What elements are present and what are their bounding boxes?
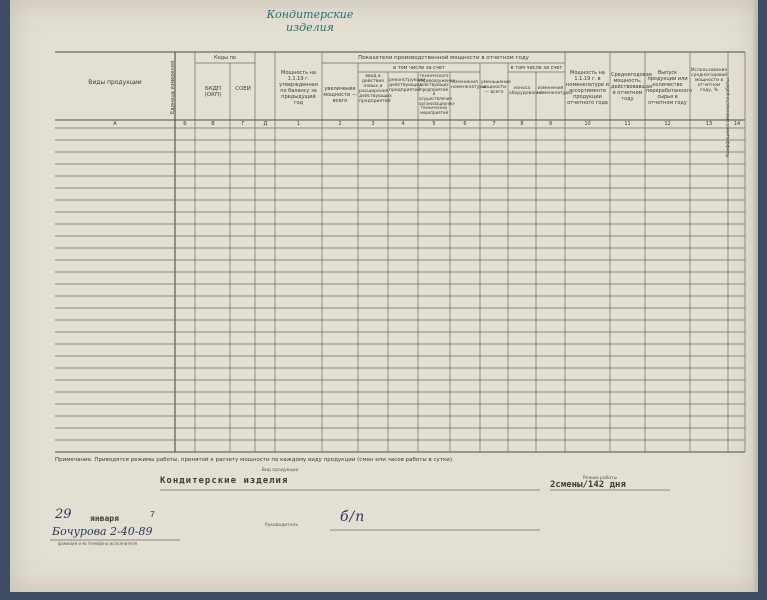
header-unit: Единица измерения xyxy=(170,61,176,115)
header-c1: Мощность на 1.1.19 г. утвержденная по балансу за предыдущий год xyxy=(279,70,318,106)
col-number-13: 13 xyxy=(705,121,713,127)
header-products: Виды продукции xyxy=(88,79,142,86)
header-c5: технического перевооружения действующих предприятий и осуществления организационно-технических мероприятий xyxy=(419,73,456,115)
manager-signature: б/п xyxy=(340,509,366,525)
col-number-g: Г xyxy=(241,121,245,127)
header-soeu: СОЕИ xyxy=(235,86,251,92)
col-number-10: 10 xyxy=(584,121,591,127)
header-in-incl: в том числе за счет xyxy=(393,65,445,71)
col-number-d: Д xyxy=(263,121,268,127)
header-indicators: Показатели производственной мощности в отчетном году xyxy=(358,55,529,61)
page-edge xyxy=(752,0,758,592)
header-c8: износа оборудования xyxy=(509,86,543,96)
header-c14: Коэффициент сменности работы xyxy=(726,78,731,158)
col-number-7: 7 xyxy=(492,121,496,127)
header-c11: Среднегодовая мощность, действовавшая в отчетном году xyxy=(611,72,653,102)
header-c6: изменения номенклатуры xyxy=(451,80,486,90)
manager-label: Руководитель xyxy=(265,523,299,528)
col-number-14: 14 xyxy=(733,121,741,127)
col-number-5: 5 xyxy=(432,121,436,127)
header-c7: уменьшение мощности — всего xyxy=(481,80,511,95)
header-in-incl2: в том числе за счет xyxy=(510,65,563,71)
col-number-9: 9 xyxy=(548,121,553,127)
col-number-v: В xyxy=(211,121,215,127)
header-c13: Использование среднегодовой мощности в отчетном году, % xyxy=(691,68,728,93)
handwritten-title: Кондитерские изделия xyxy=(266,8,354,34)
header-c2: увеличение мощности — всего xyxy=(323,86,357,104)
header-bkdp: БКДП (ОКП) xyxy=(204,86,222,98)
header-c9: изменения номенклатуры xyxy=(537,86,572,96)
header-c3: ввод в действие новых и расширения действующих предприятий xyxy=(359,74,392,104)
col-number-3: 3 xyxy=(371,121,375,127)
mode-label: Режим работы xyxy=(582,476,618,481)
data-row-lines xyxy=(55,140,745,440)
col-number-b: Б xyxy=(183,121,187,127)
header-c12: Выпуск продукции или количество переработанного сырья в отчетном году xyxy=(646,70,693,106)
date-day: 29 xyxy=(55,507,72,522)
product-type-label: Вид продукции xyxy=(261,468,299,473)
col-number-2: 2 xyxy=(338,121,342,127)
date-month: января xyxy=(90,514,119,523)
form-sheet xyxy=(10,0,758,592)
date-year: 7 xyxy=(150,510,155,519)
executor-name: Бочурова 2-40-89 xyxy=(52,525,153,538)
product-type-value: Кондитерские изделия xyxy=(160,476,289,486)
col-number-a: А xyxy=(113,121,117,127)
header-c10: Мощность на 1.1.19 г. в номенклатуре и ассортименте продукции отчетного года xyxy=(566,70,609,106)
col-number-12: 12 xyxy=(664,121,671,127)
executor-caption: фамилия и № телефона исполнителя xyxy=(58,541,138,546)
col-number-11: 11 xyxy=(624,121,631,127)
col-number-1: 1 xyxy=(296,121,301,127)
header-codes: Коды по xyxy=(214,55,236,61)
col-number-4: 4 xyxy=(401,121,405,127)
header-c4: реконструкции действующих предприятий xyxy=(389,78,426,93)
mode-value: 2смены/142 дня xyxy=(550,480,626,490)
note-text: Примечание. Приводятся режимы работы, принятой к расчету мощности по каждому виду продукции (смен или часов работы в сутки). xyxy=(55,457,454,463)
col-number-8: 8 xyxy=(520,121,524,127)
col-number-6: 6 xyxy=(463,121,467,127)
